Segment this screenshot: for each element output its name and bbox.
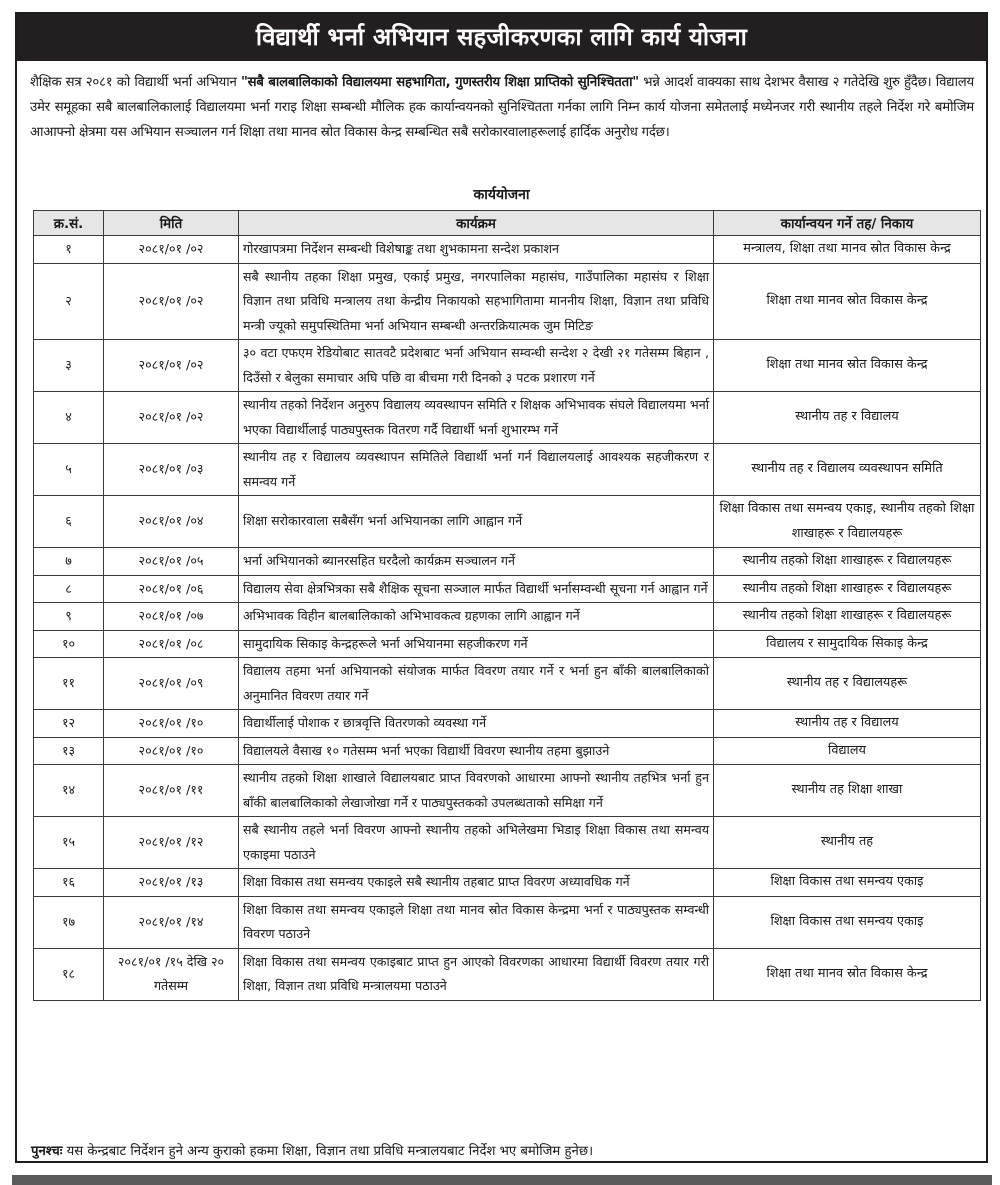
- row-program: अभिभावक विहीन बालबालिकाको अभिभावकत्व ग्रहणका लागि आह्वान गर्ने: [239, 603, 714, 631]
- row-serial: १२: [34, 710, 104, 738]
- table-header-row: [34, 211, 981, 236]
- header-date: मिति: [104, 211, 239, 236]
- row-agency: स्थानीय तह शिक्षा शाखा: [714, 765, 981, 817]
- row-date: २०८१/०१ /०८: [104, 630, 239, 658]
- row-agency: शिक्षा विकास तथा समन्वय एकाइ: [714, 896, 981, 948]
- row-program: शिक्षा विकास तथा समन्वय एकाइबाट प्राप्त हुन आएको विवरणका आधारमा विद्यार्थी विवरण तयार गरी शिक्षा, विज्ञान तथा प्रविधि मन्त्रालयमा पठाउने: [239, 948, 714, 1000]
- table-row: [34, 948, 981, 1000]
- row-serial: १३: [34, 737, 104, 765]
- notice-frame: [15, 12, 988, 1163]
- row-serial: १: [34, 236, 104, 264]
- intro-paragraph: [30, 70, 974, 145]
- row-program: विद्यालयले वैसाख १० गतेसम्म भर्ना भएका विद्यार्थी विवरण स्थानीय तहमा बुझाउने: [239, 737, 714, 765]
- table-row: [34, 392, 981, 444]
- row-date: २०८१/०१ /१०: [104, 710, 239, 738]
- table-row: [34, 548, 981, 576]
- table-row: [34, 630, 981, 658]
- row-agency: विद्यालय र सामुदायिक सिकाइ केन्द्र: [714, 630, 981, 658]
- row-serial: ७: [34, 548, 104, 576]
- table-row: [34, 896, 981, 948]
- row-agency: स्थानीय तह र विद्यालयहरू: [714, 658, 981, 710]
- row-date: २०८१/०१ /१०: [104, 737, 239, 765]
- row-serial: १०: [34, 630, 104, 658]
- table-row: [34, 737, 981, 765]
- bottom-divider: [12, 1175, 992, 1185]
- row-serial: ९: [34, 603, 104, 631]
- table-row: [34, 817, 981, 869]
- row-date: २०८१/०१ /११: [104, 765, 239, 817]
- plan-heading: कार्ययोजना: [473, 187, 530, 203]
- row-serial: १८: [34, 948, 104, 1000]
- row-serial: १७: [34, 896, 104, 948]
- row-program: गोरखापत्रमा निर्देशन सम्बन्धी विशेषाङ्क तथा शुभकामना सन्देश प्रकाशन: [239, 236, 714, 264]
- row-date: २०८१/०१ /१३: [104, 869, 239, 897]
- row-serial: ११: [34, 658, 104, 710]
- table-row: [34, 765, 981, 817]
- table-row: [34, 658, 981, 710]
- row-date: २०८१/०१ /०३: [104, 444, 239, 496]
- notice-title: विद्यार्थी भर्ना अभियान सहजीकरणका लागि कार्य योजना: [17, 14, 986, 61]
- row-program: शिक्षा विकास तथा समन्वय एकाइले शिक्षा तथा मानव स्रोत विकास केन्द्रमा भर्ना र पाठ्यपुस्तक सम्वन्धी विवरण पठाउने: [239, 896, 714, 948]
- row-agency: स्थानीय तह र विद्यालय: [714, 392, 981, 444]
- row-serial: ४: [34, 392, 104, 444]
- row-date: २०८१/०१ /०२: [104, 263, 239, 340]
- row-program: सामुदायिक सिकाइ केन्द्रहरूले भर्ना अभियानमा सहजीकरण गर्ने: [239, 630, 714, 658]
- row-program: विद्यार्थीलाई पोशाक र छात्रवृत्ति वितरणको व्यवस्था गर्ने: [239, 710, 714, 738]
- row-agency: मन्त्रालय, शिक्षा तथा मानव स्रोत विकास केन्द्र: [714, 236, 981, 264]
- table-row: [34, 236, 981, 264]
- row-agency: शिक्षा विकास तथा समन्वय एकाइ, स्थानीय तहको शिक्षा शाखाहरू र विद्यालयहरू: [714, 496, 981, 548]
- footnote-label: पुनश्चः: [31, 1144, 63, 1159]
- row-date: २०८१/०१ /०४: [104, 496, 239, 548]
- footnote: [31, 1141, 593, 1163]
- row-program: सबै स्थानीय तहले भर्ना विवरण आफ्नो स्थानीय तहको अभिलेखमा भिडाइ शिक्षा विकास तथा समन्वय एकाइमा पठाउने: [239, 817, 714, 869]
- table-row: [34, 869, 981, 897]
- row-program: शिक्षा सरोकारवाला सबैसँग भर्ना अभियानका लागि आह्वान गर्ने: [239, 496, 714, 548]
- row-serial: १४: [34, 765, 104, 817]
- row-serial: २: [34, 263, 104, 340]
- row-serial: ६: [34, 496, 104, 548]
- row-agency: स्थानीय तह: [714, 817, 981, 869]
- row-date: २०८१/०१ /०५: [104, 548, 239, 576]
- row-date: २०८१/०१ /०२: [104, 236, 239, 264]
- row-agency: शिक्षा विकास तथा समन्वय एकाइ: [714, 869, 981, 897]
- row-serial: ८: [34, 575, 104, 603]
- row-program: विद्यालय सेवा क्षेत्रभित्रका सबै शैक्षिक सूचना सञ्जाल मार्फत विद्यार्थी भर्नासम्वन्धी सूचना गर्न आह्वान गर्ने: [239, 575, 714, 603]
- row-serial: १६: [34, 869, 104, 897]
- row-agency: स्थानीय तहको शिक्षा शाखाहरू र विद्यालयहरू: [714, 548, 981, 576]
- row-agency: स्थानीय तह र विद्यालय व्यवस्थापन समिति: [714, 444, 981, 496]
- table-row: [34, 575, 981, 603]
- table-row: [34, 710, 981, 738]
- row-date: २०८१/०१ /०२: [104, 392, 239, 444]
- intro-body: भन्ने आदर्श वाक्यका साथ देशभर वैसाख २ गतेदेखि शुरु हुँदैछ। विद्यालय उमेर समूहका सबै बालबालिकालाई विद्यालयमा भर्ना गराइ शिक्षा सम्बन्धी मौलिक हक कार्यान्वयनको सुनिश्चितता गर्नका लागि निम्न कार्य योजना समेतलाई मध्येनजर गरी स्थानीय तहले निर्देश गरे बमोजिम आआफ्नो क्षेत्रमा यस अभियान सञ्चालन गर्न शिक्षा तथा मानव स्रोत विकास केन्द्र सम्बन्धित सबै सरोकारवालाहरूलाई हार्दिक अनुरोध गर्दछ।: [30, 75, 974, 140]
- table-row: [34, 496, 981, 548]
- action-plan-table: [33, 210, 981, 1001]
- row-agency: स्थानीय तहको शिक्षा शाखाहरू र विद्यालयहरू: [714, 603, 981, 631]
- row-agency: शिक्षा तथा मानव स्रोत विकास केन्द्र: [714, 948, 981, 1000]
- table-body: [34, 236, 981, 1001]
- row-agency: शिक्षा तथा मानव स्रोत विकास केन्द्र: [714, 340, 981, 392]
- row-program: भर्ना अभियानको ब्यानरसहित घरदैलो कार्यक्रम सञ्चालन गर्ने: [239, 548, 714, 576]
- row-program: स्थानीय तह र विद्यालय व्यवस्थापन समितिले विद्यार्थी भर्ना गर्न विद्यालयलाई आवश्यक सहजीकरण र समन्वय गर्ने: [239, 444, 714, 496]
- intro-lead: शैक्षिक सत्र २०८१ को विद्यार्थी भर्ना अभियान: [30, 75, 241, 90]
- intro-slogan: "सबै बालबालिकाको विद्यालयमा सहभागिता, गुणस्तरीय शिक्षा प्राप्तिको सुनिश्चितता": [240, 75, 639, 90]
- header-serial: क्र.सं.: [34, 211, 104, 236]
- row-date: २०८१/०१ /१४: [104, 896, 239, 948]
- row-program: सबै स्थानीय तहका शिक्षा प्रमुख, एकाई प्रमुख, नगरपालिका महासंघ, गाउँपालिका महासंघ र शिक्षा विज्ञान तथा प्रविधि मन्त्रालय तथा केन्द्रीय निकायको सहभागितामा माननीय शिक्षा, विज्ञान तथा प्रविधि मन्त्री ज्यूको समुपस्थितिमा भर्ना अभियान सम्बन्धी अन्तरक्रियात्मक जुम मिटिङ: [239, 263, 714, 340]
- row-date: २०८१/०१ /०२: [104, 340, 239, 392]
- row-agency: स्थानीय तह र विद्यालय: [714, 710, 981, 738]
- row-serial: १५: [34, 817, 104, 869]
- row-program: स्थानीय तहको शिक्षा शाखाले विद्यालयबाट प्राप्त विवरणको आधारमा आफ्नो स्थानीय तहभित्र भर्ना हुन बाँकी बालबालिकाको लेखाजोखा गर्ने र पाठ्यपुस्तकको उपलब्धताको समिक्षा गर्ने: [239, 765, 714, 817]
- table-row: [34, 340, 981, 392]
- row-agency: स्थानीय तहको शिक्षा शाखाहरू र विद्यालयहरू: [714, 575, 981, 603]
- row-date: २०८१/०१ /०७: [104, 603, 239, 631]
- footnote-text: यस केन्द्रबाट निर्देशन हुने अन्य कुराको हकमा शिक्षा, विज्ञान तथा प्रविधि मन्त्रालयबाट निर्देश भए बमोजिम हुनेछ।: [62, 1144, 594, 1159]
- row-agency: शिक्षा तथा मानव स्रोत विकास केन्द्र: [714, 263, 981, 340]
- row-serial: ५: [34, 444, 104, 496]
- row-program: ३० वटा एफएम रेडियोबाट सातवटै प्रदेशबाट भर्ना अभियान सम्वन्धी सन्देश २ देखी २१ गतेसम्म बिहान , दिउँसो र बेलुका समाचार अघि पछि वा बीचमा गरी दिनको ३ पटक प्रशारण गर्ने: [239, 340, 714, 392]
- table-row: [34, 263, 981, 340]
- row-serial: ३: [34, 340, 104, 392]
- row-program: स्थानीय तहको निर्देशन अनुरुप विद्यालय व्यवस्थापन समिति र शिक्षक अभिभावक संघले विद्यालयमा भर्ना भएका विद्यार्थीलाई पाठ्यपुस्तक वितरण गर्दै विद्यार्थी भर्ना शुभारम्भ गर्ने: [239, 392, 714, 444]
- row-date: २०८१/०१ /०९: [104, 658, 239, 710]
- header-agency: कार्यान्वयन गर्ने तह/ निकाय: [714, 211, 981, 236]
- row-program: विद्यालय तहमा भर्ना अभियानको संयोजक मार्फत विवरण तयार गर्ने र भर्ना हुन बाँकी बालबालिकाको अनुमानित विवरण तयार गर्ने: [239, 658, 714, 710]
- row-date: २०८१/०१ /१२: [104, 817, 239, 869]
- table-row: [34, 603, 981, 631]
- row-date: २०८१/०१ /१५ देखि २० गतेसम्म: [104, 948, 239, 1000]
- row-program: शिक्षा विकास तथा समन्वय एकाइले सबै स्थानीय तहबाट प्राप्त विवरण अध्यावधिक गर्ने: [239, 869, 714, 897]
- row-date: २०८१/०१ /०६: [104, 575, 239, 603]
- header-program: कार्यक्रम: [239, 211, 714, 236]
- table-row: [34, 444, 981, 496]
- row-agency: विद्यालय: [714, 737, 981, 765]
